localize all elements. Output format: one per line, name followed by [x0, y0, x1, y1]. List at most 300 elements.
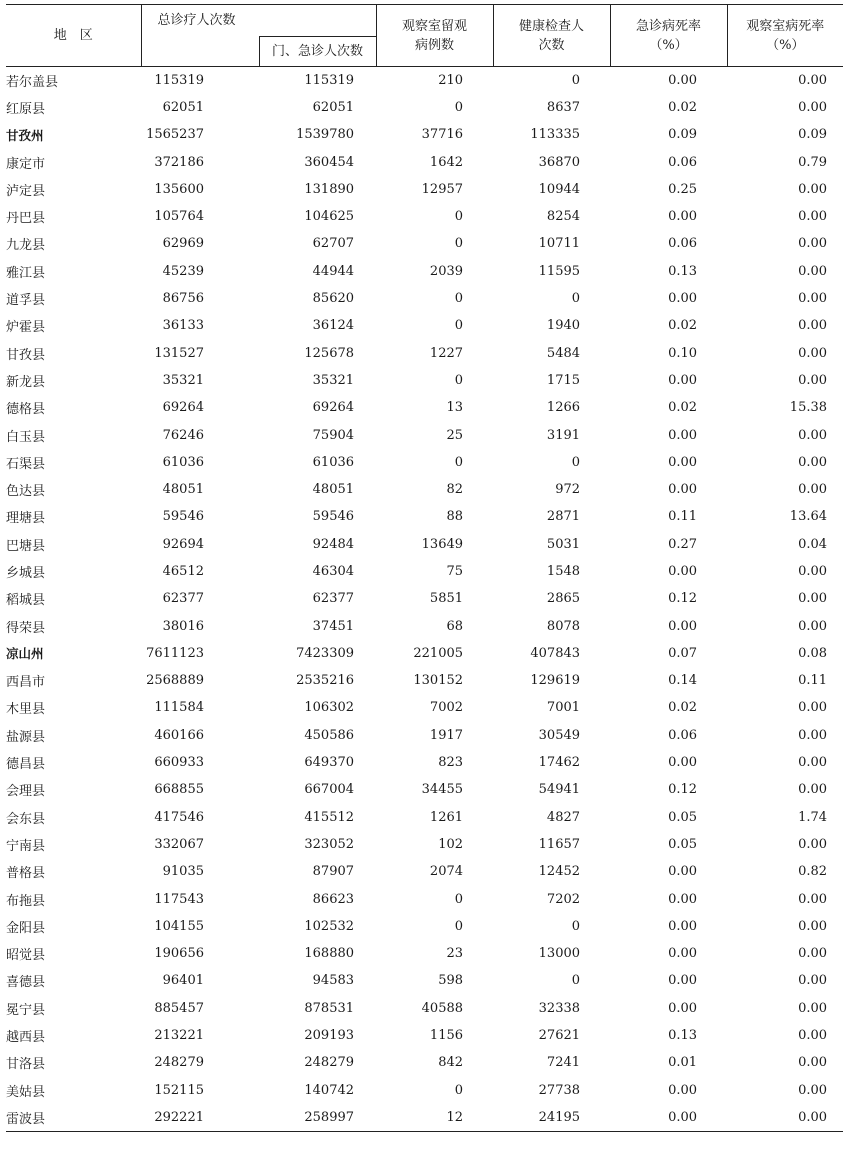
statistics-table [6, 4, 843, 1132]
emergency-mortality-cell: 0.09 [668, 127, 698, 143]
observation-cases-cell: 0 [454, 372, 464, 388]
region-name-cell: 甘孜县 [6, 347, 46, 363]
observation-mortality-cell: 0.00 [798, 454, 828, 470]
outpatient-visits-cell: 104625 [304, 209, 355, 225]
table-row [6, 258, 843, 285]
emergency-mortality-cell: 0.00 [668, 891, 698, 907]
emergency-mortality-cell: 0.06 [668, 727, 698, 743]
header-total-spacer [141, 37, 259, 67]
emergency-mortality-cell: 0.06 [668, 154, 698, 170]
region-name-cell: 会理县 [6, 784, 46, 800]
region-name-cell: 会东县 [6, 811, 46, 827]
region-name-cell: 丹巴县 [6, 211, 46, 227]
total-visits-cell: 7611123 [146, 645, 204, 661]
health-check-cell: 7001 [546, 700, 581, 716]
observation-cases-cell: 12 [376, 1104, 493, 1131]
table-row [6, 148, 843, 175]
outpatient-visits-cell: 36124 [312, 318, 355, 334]
region-name-cell: 德格县 [6, 402, 46, 418]
outpatient-visits-cell: 35321 [312, 372, 355, 388]
observation-cases-cell: 210 [438, 72, 464, 88]
region-name-cell: 越西县 [6, 1030, 46, 1046]
observation-mortality-cell: 0.00 [798, 1082, 828, 1098]
emergency-mortality-cell: 0.13 [668, 263, 698, 279]
total-visits-cell: 152115 [154, 1082, 204, 1098]
outpatient-visits-cell: 62377 [312, 591, 355, 607]
table-row [6, 913, 843, 940]
emergency-mortality-cell: 0.00 [668, 72, 698, 88]
observation-mortality-cell: 0.82 [798, 864, 828, 880]
region-name-cell: 盐源县 [6, 729, 46, 745]
observation-mortality-cell: 0.00 [798, 755, 828, 771]
table-row [6, 67, 843, 94]
total-visits-cell: 135600 [154, 181, 204, 197]
emergency-mortality-cell: 0.06 [668, 236, 698, 252]
region-name-cell: 道孚县 [6, 293, 46, 309]
total-visits-cell: 59546 [162, 509, 204, 525]
observation-cases-cell: 842 [438, 1055, 464, 1071]
health-check-cell: 2865 [546, 591, 581, 607]
table-row [6, 558, 843, 585]
outpatient-visits-cell: 360454 [304, 154, 355, 170]
table-row [6, 203, 843, 230]
region-name-cell: 理塘县 [6, 511, 46, 527]
health-check-cell: 8078 [546, 618, 581, 634]
health-check-cell: 54941 [538, 782, 581, 798]
table-row [6, 176, 843, 203]
outpatient-visits-cell: 44944 [312, 263, 355, 279]
observation-cases-cell: 130152 [413, 673, 464, 689]
outpatient-visits-cell: 248279 [304, 1055, 355, 1071]
region-name-cell: 红原县 [6, 101, 46, 117]
total-visits-cell: 213221 [154, 1028, 204, 1044]
outpatient-visits-cell: 102532 [304, 918, 355, 934]
prefecture-row [6, 121, 843, 148]
region-name-cell: 喜德县 [6, 975, 46, 991]
observation-mortality-cell: 0.00 [798, 973, 828, 989]
observation-cases-cell: 1261 [429, 809, 464, 825]
observation-mortality-cell: 0.00 [798, 482, 828, 498]
observation-cases-cell: 221005 [413, 645, 464, 661]
health-check-cell: 10944 [538, 181, 581, 197]
health-check-cell: 0 [571, 72, 581, 88]
total-visits-cell: 292221 [141, 1104, 259, 1131]
table-row [6, 531, 843, 558]
region-name-cell: 得荣县 [6, 620, 46, 636]
outpatient-visits-cell: 1539780 [296, 127, 355, 143]
health-check-cell: 972 [555, 482, 581, 498]
health-check-cell: 5031 [546, 536, 581, 552]
total-visits-cell: 660933 [154, 755, 204, 771]
observation-mortality-cell: 0.11 [798, 673, 828, 689]
region-name-cell: 甘孜州 [6, 127, 44, 143]
health-check-cell: 2871 [546, 509, 581, 525]
observation-mortality-cell: 0.00 [727, 1104, 843, 1131]
total-visits-cell: 104155 [154, 918, 204, 934]
total-visits-cell: 248279 [154, 1055, 204, 1071]
observation-cases-cell: 82 [446, 482, 464, 498]
health-check-cell: 32338 [538, 1000, 581, 1016]
health-check-cell: 13000 [538, 946, 581, 962]
emergency-mortality-cell: 0.00 [668, 372, 698, 388]
total-visits-cell: 190656 [154, 946, 204, 962]
observation-cases-cell: 23 [446, 946, 464, 962]
observation-mortality-cell: 0.00 [798, 181, 828, 197]
observation-mortality-cell: 0.00 [798, 700, 828, 716]
observation-cases-cell: 68 [446, 618, 464, 634]
emergency-mortality-cell: 0.01 [668, 1055, 698, 1071]
total-visits-cell: 69264 [162, 400, 204, 416]
header-region: 地 区 [6, 5, 141, 67]
table-row [6, 585, 843, 612]
region-name-cell: 泸定县 [6, 183, 46, 199]
emergency-mortality-cell: 0.00 [668, 864, 698, 880]
region-name-cell: 新龙县 [6, 374, 46, 390]
total-visits-cell: 417546 [154, 809, 204, 825]
observation-mortality-cell: 0.00 [798, 291, 828, 307]
region-name-cell: 康定市 [6, 156, 46, 172]
observation-cases-cell: 0 [454, 99, 464, 115]
observation-cases-cell: 12957 [421, 181, 464, 197]
outpatient-visits-cell: 131890 [304, 181, 355, 197]
table-row [6, 1104, 843, 1131]
region-name-cell: 稻城县 [6, 593, 46, 609]
outpatient-visits-cell: 209193 [304, 1028, 355, 1044]
region-name-cell: 宁南县 [6, 838, 46, 854]
emergency-mortality-cell: 0.00 [668, 946, 698, 962]
outpatient-visits-cell: 2535216 [296, 673, 355, 689]
outpatient-visits-cell: 115319 [304, 72, 355, 88]
emergency-mortality-cell: 0.11 [668, 509, 698, 525]
emergency-mortality-cell: 0.05 [668, 836, 698, 852]
emergency-mortality-cell: 0.00 [668, 918, 698, 934]
health-check-cell: 27621 [538, 1028, 581, 1044]
observation-mortality-cell: 0.79 [798, 154, 828, 170]
emergency-mortality-cell: 0.25 [668, 181, 698, 197]
observation-mortality-cell: 0.00 [798, 263, 828, 279]
observation-cases-cell: 2039 [429, 263, 464, 279]
region-name-cell: 乡城县 [6, 565, 46, 581]
outpatient-visits-cell: 75904 [312, 427, 355, 443]
header-emergency-mortality: 急诊病死率（%） [610, 5, 727, 67]
emergency-mortality-cell: 0.02 [668, 99, 698, 115]
emergency-mortality-cell: 0.02 [668, 318, 698, 334]
health-check-cell: 0 [571, 291, 581, 307]
outpatient-visits-cell: 37451 [312, 618, 355, 634]
table-row [6, 1076, 843, 1103]
emergency-mortality-cell: 0.10 [668, 345, 698, 361]
table-row [6, 230, 843, 257]
total-visits-cell: 86756 [162, 291, 204, 307]
observation-mortality-cell: 0.00 [798, 836, 828, 852]
outpatient-visits-cell: 323052 [304, 836, 355, 852]
observation-cases-cell: 0 [454, 291, 464, 307]
table-row [6, 1049, 843, 1076]
emergency-mortality-cell: 0.00 [668, 291, 698, 307]
observation-cases-cell: 0 [454, 891, 464, 907]
health-check-cell: 30549 [538, 727, 581, 743]
total-visits-cell: 48051 [162, 482, 204, 498]
table-row [6, 312, 843, 339]
health-check-cell: 113335 [530, 127, 581, 143]
prefecture-row [6, 640, 843, 667]
outpatient-visits-cell: 62707 [312, 236, 355, 252]
table-row [6, 421, 843, 448]
observation-cases-cell: 75 [446, 563, 464, 579]
emergency-mortality-cell: 0.00 [610, 1104, 727, 1131]
emergency-mortality-cell: 0.12 [668, 782, 698, 798]
total-visits-cell: 117543 [154, 891, 204, 907]
total-visits-cell: 668855 [154, 782, 204, 798]
header-outpatient-emergency: 门、急诊人次数 [259, 37, 376, 67]
health-check-cell: 1548 [546, 563, 581, 579]
total-visits-cell: 92694 [162, 536, 204, 552]
health-check-cell: 3191 [546, 427, 581, 443]
observation-cases-cell: 7002 [429, 700, 464, 716]
table-row [6, 885, 843, 912]
total-visits-cell: 1565237 [146, 127, 204, 143]
observation-mortality-cell: 0.00 [798, 782, 828, 798]
table-row [6, 831, 843, 858]
observation-mortality-cell: 0.00 [798, 891, 828, 907]
table-row [6, 940, 843, 967]
health-check-cell: 1715 [546, 372, 581, 388]
table-row [6, 858, 843, 885]
observation-mortality-cell: 1.74 [798, 809, 828, 825]
health-check-cell: 17462 [538, 755, 581, 771]
observation-mortality-cell: 0.00 [798, 99, 828, 115]
outpatient-visits-cell: 48051 [312, 482, 355, 498]
table-row [6, 804, 843, 831]
outpatient-visits-cell: 106302 [304, 700, 355, 716]
emergency-mortality-cell: 0.00 [668, 1000, 698, 1016]
emergency-mortality-cell: 0.13 [668, 1028, 698, 1044]
table-row [6, 476, 843, 503]
table-row [6, 967, 843, 994]
outpatient-visits-cell: 878531 [304, 1000, 355, 1016]
total-visits-cell: 62969 [162, 236, 204, 252]
region-name-cell: 巴塘县 [6, 538, 46, 554]
observation-cases-cell: 5851 [429, 591, 464, 607]
health-check-cell: 36870 [538, 154, 581, 170]
total-visits-cell: 372186 [154, 154, 204, 170]
health-check-cell: 7202 [546, 891, 581, 907]
outpatient-visits-cell: 87907 [312, 864, 355, 880]
table-row [6, 1022, 843, 1049]
observation-mortality-cell: 13.64 [789, 509, 828, 525]
emergency-mortality-cell: 0.27 [668, 536, 698, 552]
table-row [6, 667, 843, 694]
region-name-cell: 布拖县 [6, 893, 46, 909]
health-check-cell: 8637 [546, 99, 581, 115]
observation-cases-cell: 37716 [421, 127, 464, 143]
health-check-cell: 5484 [546, 345, 581, 361]
outpatient-visits-cell: 59546 [312, 509, 355, 525]
header-observation-cases: 观察室留观病例数 [376, 5, 493, 67]
total-visits-cell: 38016 [162, 618, 204, 634]
observation-mortality-cell: 0.00 [798, 727, 828, 743]
total-visits-cell: 45239 [162, 263, 204, 279]
header-total-visits: 总诊疗人次数 [141, 5, 376, 37]
health-check-cell: 1266 [546, 400, 581, 416]
observation-mortality-cell: 0.08 [798, 645, 828, 661]
outpatient-visits-cell: 125678 [304, 345, 355, 361]
table-row [6, 612, 843, 639]
total-visits-cell: 111584 [154, 700, 204, 716]
observation-mortality-cell: 0.00 [798, 427, 828, 443]
total-visits-cell: 96401 [162, 973, 204, 989]
observation-cases-cell: 34455 [421, 782, 464, 798]
observation-mortality-cell: 0.00 [798, 946, 828, 962]
table-row [6, 339, 843, 366]
total-visits-cell: 460166 [154, 727, 204, 743]
region-name-cell: 昭觉县 [6, 948, 46, 964]
outpatient-visits-cell: 258997 [259, 1104, 376, 1131]
outpatient-visits-cell: 92484 [312, 536, 355, 552]
observation-cases-cell: 1156 [429, 1028, 464, 1044]
total-visits-cell: 36133 [162, 318, 204, 334]
outpatient-visits-cell: 61036 [312, 454, 355, 470]
total-visits-cell: 62377 [162, 591, 204, 607]
health-check-cell: 10711 [538, 236, 581, 252]
observation-mortality-cell: 0.00 [798, 1055, 828, 1071]
emergency-mortality-cell: 0.00 [668, 1082, 698, 1098]
outpatient-visits-cell: 415512 [304, 809, 355, 825]
emergency-mortality-cell: 0.00 [668, 427, 698, 443]
table-row [6, 694, 843, 721]
region-name-cell: 金阳县 [6, 920, 46, 936]
health-check-cell: 11595 [538, 263, 581, 279]
outpatient-visits-cell: 450586 [304, 727, 355, 743]
region-name-cell: 色达县 [6, 484, 46, 500]
observation-cases-cell: 88 [446, 509, 464, 525]
emergency-mortality-cell: 0.05 [668, 809, 698, 825]
observation-cases-cell: 1917 [429, 727, 464, 743]
observation-mortality-cell: 0.00 [798, 591, 828, 607]
health-check-cell: 407843 [530, 645, 581, 661]
total-visits-cell: 2568889 [146, 673, 204, 689]
observation-cases-cell: 0 [454, 318, 464, 334]
observation-cases-cell: 13 [446, 400, 464, 416]
region-name-cell: 木里县 [6, 702, 46, 718]
outpatient-visits-cell: 94583 [312, 973, 355, 989]
health-check-cell: 0 [571, 918, 581, 934]
region-name-cell: 美姑县 [6, 1084, 46, 1100]
outpatient-visits-cell: 46304 [312, 563, 355, 579]
region-name-cell: 九龙县 [6, 238, 46, 254]
health-check-cell: 7241 [546, 1055, 581, 1071]
observation-mortality-cell: 0.00 [798, 618, 828, 634]
header-health-check: 健康检查人次数 [493, 5, 610, 67]
outpatient-visits-cell: 69264 [312, 400, 355, 416]
total-visits-cell: 76246 [162, 427, 204, 443]
outpatient-visits-cell: 7423309 [296, 645, 355, 661]
observation-mortality-cell: 0.04 [798, 536, 828, 552]
region-name-cell: 普格县 [6, 866, 46, 882]
observation-mortality-cell: 0.00 [798, 318, 828, 334]
outpatient-visits-cell: 649370 [304, 755, 355, 771]
observation-mortality-cell: 0.00 [798, 1000, 828, 1016]
outpatient-visits-cell: 62051 [312, 99, 355, 115]
observation-cases-cell: 823 [438, 755, 464, 771]
table-row [6, 394, 843, 421]
outpatient-visits-cell: 667004 [304, 782, 355, 798]
observation-cases-cell: 1642 [429, 154, 464, 170]
health-check-cell: 12452 [538, 864, 581, 880]
header-observation-mortality: 观察室病死率（%） [727, 5, 843, 67]
total-visits-cell: 332067 [154, 836, 204, 852]
observation-mortality-cell: 0.00 [798, 563, 828, 579]
health-check-cell: 1940 [546, 318, 581, 334]
health-check-cell: 0 [571, 454, 581, 470]
region-name-cell: 雷波县 [6, 1104, 141, 1131]
region-name-cell: 炉霍县 [6, 320, 46, 336]
region-name-cell: 雅江县 [6, 265, 46, 281]
region-name-cell: 德昌县 [6, 757, 46, 773]
region-name-cell: 冕宁县 [6, 1002, 46, 1018]
observation-mortality-cell: 0.00 [798, 72, 828, 88]
outpatient-visits-cell: 168880 [304, 946, 355, 962]
table-row [6, 367, 843, 394]
table-body [6, 67, 843, 1132]
observation-mortality-cell: 0.00 [798, 209, 828, 225]
table-row [6, 449, 843, 476]
emergency-mortality-cell: 0.00 [668, 563, 698, 579]
emergency-mortality-cell: 0.02 [668, 400, 698, 416]
table-header [6, 5, 843, 67]
emergency-mortality-cell: 0.00 [668, 973, 698, 989]
observation-cases-cell: 25 [446, 427, 464, 443]
observation-mortality-cell: 0.09 [798, 127, 828, 143]
observation-cases-cell: 0 [454, 918, 464, 934]
total-visits-cell: 115319 [154, 72, 204, 88]
table-row [6, 285, 843, 312]
total-visits-cell: 105764 [154, 209, 204, 225]
table-row [6, 503, 843, 530]
health-check-cell: 129619 [530, 673, 581, 689]
emergency-mortality-cell: 0.00 [668, 209, 698, 225]
region-name-cell: 白玉县 [6, 429, 46, 445]
emergency-mortality-cell: 0.12 [668, 591, 698, 607]
observation-cases-cell: 0 [454, 236, 464, 252]
health-check-cell: 27738 [538, 1082, 581, 1098]
observation-cases-cell: 102 [438, 836, 464, 852]
total-visits-cell: 885457 [154, 1000, 204, 1016]
emergency-mortality-cell: 0.07 [668, 645, 698, 661]
total-visits-cell: 61036 [162, 454, 204, 470]
table-row [6, 776, 843, 803]
health-check-cell: 24195 [493, 1104, 610, 1131]
table-row [6, 722, 843, 749]
observation-mortality-cell: 0.00 [798, 236, 828, 252]
table-row [6, 94, 843, 121]
table-row [6, 749, 843, 776]
total-visits-cell: 131527 [154, 345, 204, 361]
observation-mortality-cell: 0.00 [798, 345, 828, 361]
observation-cases-cell: 13649 [421, 536, 464, 552]
emergency-mortality-cell: 0.14 [668, 673, 698, 689]
observation-mortality-cell: 0.00 [798, 372, 828, 388]
region-name-cell: 若尔盖县 [6, 74, 59, 90]
region-name-cell: 凉山州 [6, 646, 44, 662]
observation-cases-cell: 0 [454, 1082, 464, 1098]
emergency-mortality-cell: 0.00 [668, 482, 698, 498]
total-visits-cell: 62051 [162, 99, 204, 115]
emergency-mortality-cell: 0.00 [668, 755, 698, 771]
region-name-cell: 西昌市 [6, 675, 46, 691]
outpatient-visits-cell: 140742 [304, 1082, 355, 1098]
observation-mortality-cell: 0.00 [798, 918, 828, 934]
